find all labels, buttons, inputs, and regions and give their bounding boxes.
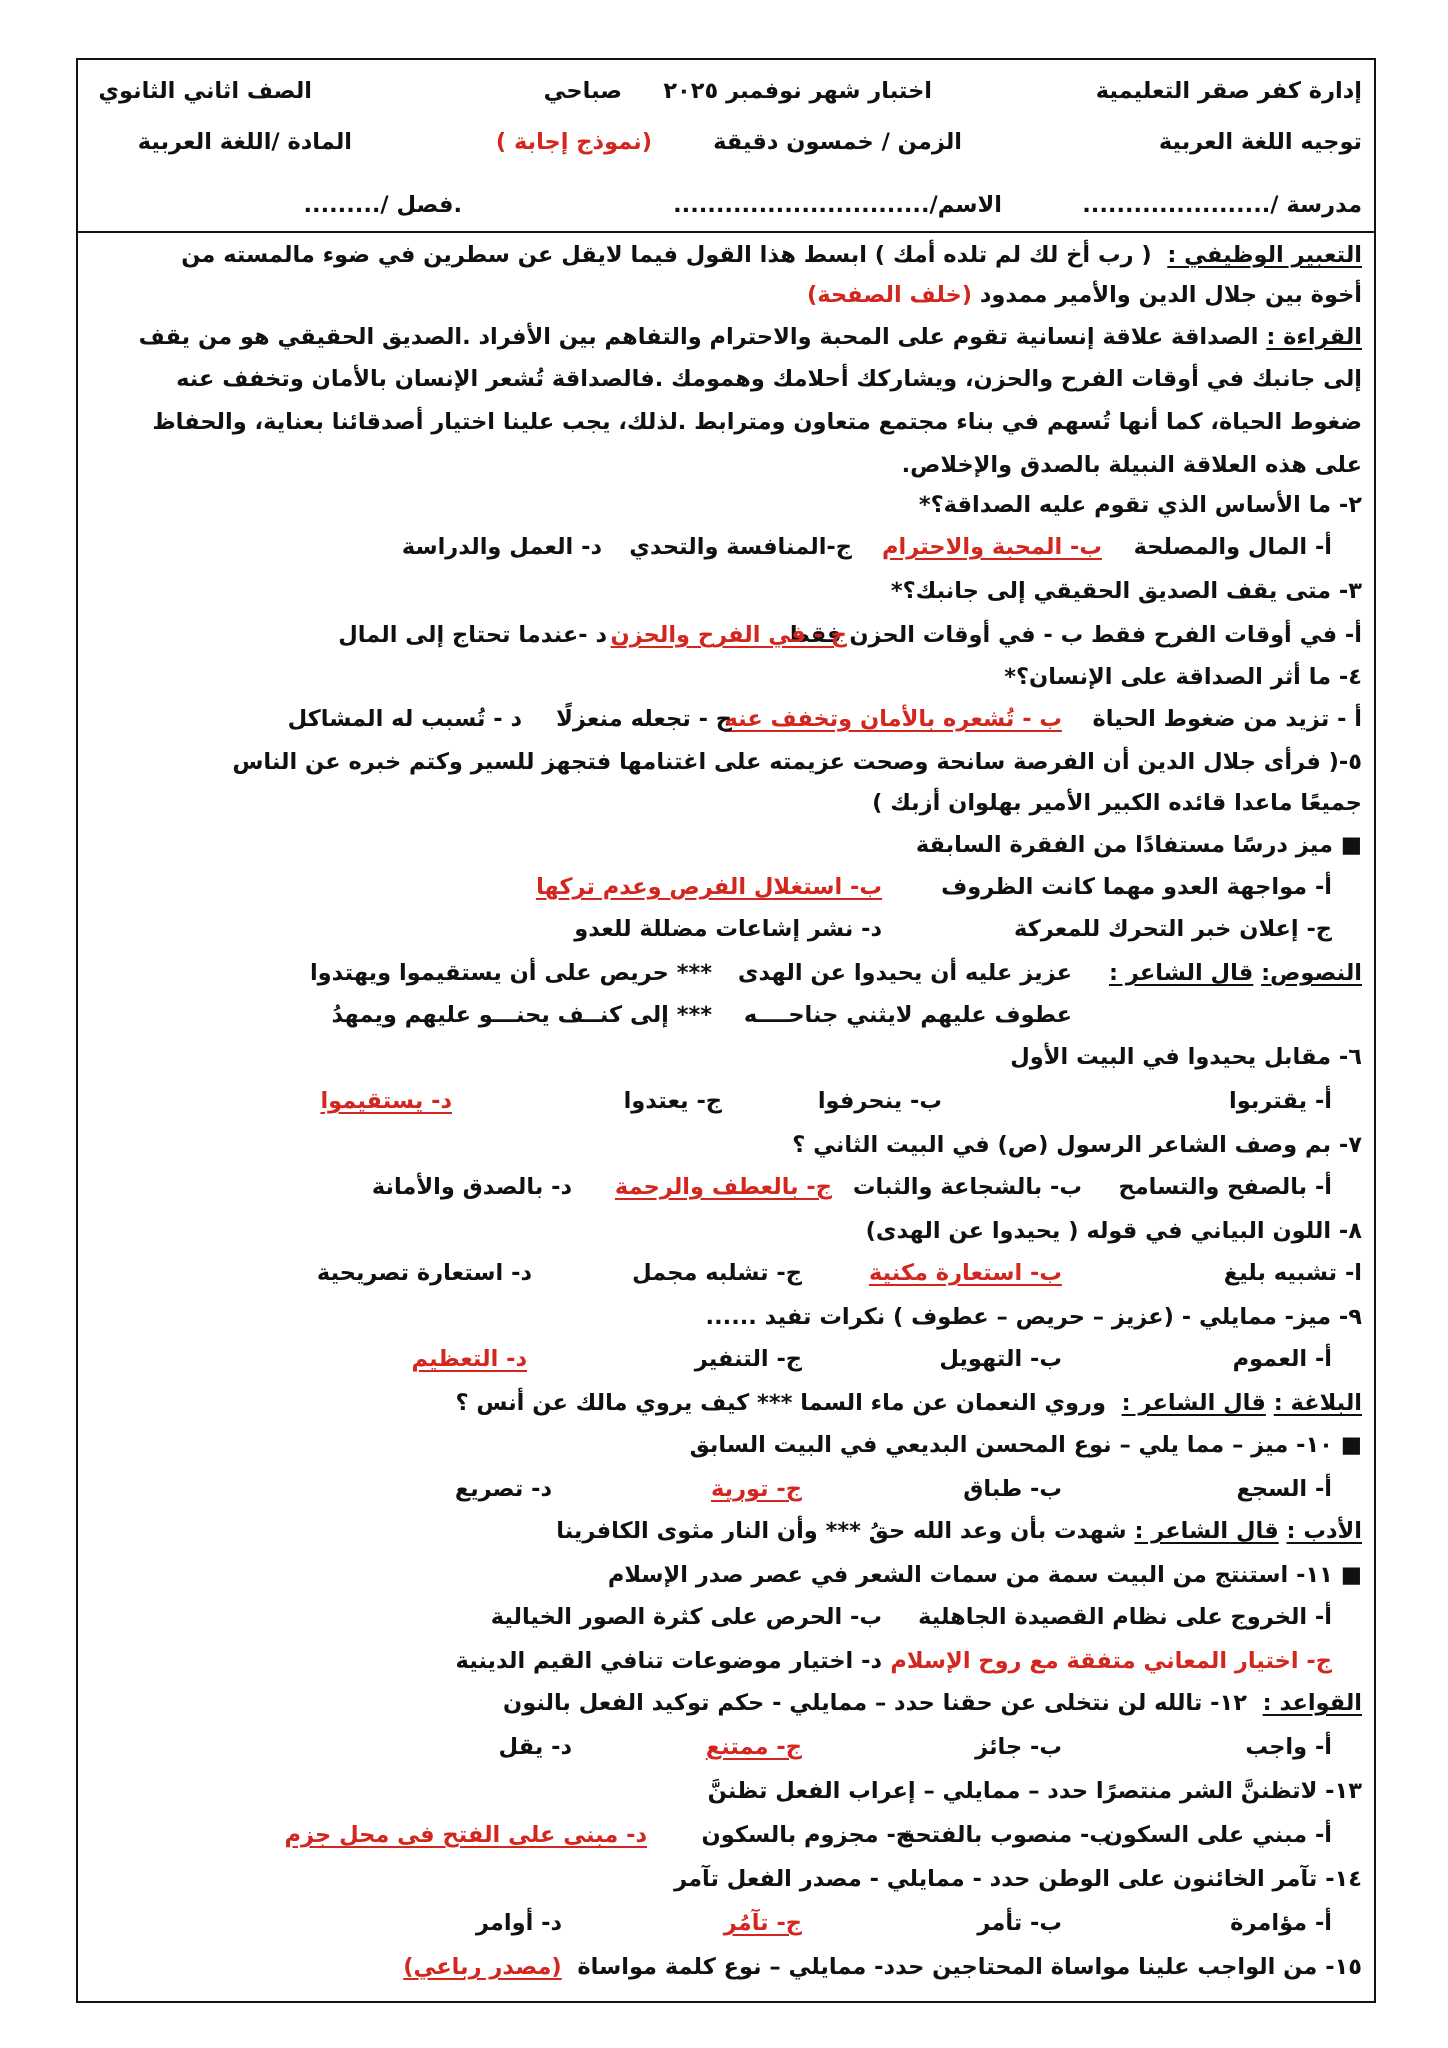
option-a: أ- السجع xyxy=(1236,1476,1332,1502)
shift: صباحي xyxy=(543,78,622,104)
option-b-correct: ب- استعارة مكنية xyxy=(868,1260,1062,1286)
texts-label: النصوص: xyxy=(1261,960,1362,986)
option-b: ب- جائز xyxy=(975,1734,1062,1760)
option-b: ب- بالشجاعة والثبات xyxy=(852,1174,1082,1200)
reading-line-4 xyxy=(90,448,1362,482)
option-c-correct: ج- ممتنع xyxy=(705,1734,802,1760)
expression-line-2 xyxy=(90,278,1362,312)
expression-label: التعبير الوظيفي : xyxy=(1167,242,1362,268)
rhetoric-label: البلاغة : xyxy=(1273,1390,1362,1416)
question-text: ■ ١١- استنتج من البيت سمة من سمات الشعر في عصر صدر الإسلام xyxy=(607,1562,1362,1588)
class-field: .فصل /......... xyxy=(303,192,462,218)
reading-line-3 xyxy=(90,405,1362,439)
option-c-correct: ج- اختيار المعاني متفقة مع روح الإسلام xyxy=(890,1648,1332,1674)
reading-line-2 xyxy=(90,362,1362,396)
option-c: ج - تجعله منعزلًا xyxy=(556,706,732,732)
grammar-q12 xyxy=(90,1686,1362,1720)
question-13 xyxy=(90,1774,1362,1808)
expression-prompt-cont: أخوة بين جلال الدين والأمير ممدود xyxy=(979,282,1362,308)
question-7 xyxy=(90,1128,1362,1162)
poet-intro: قال الشاعر : xyxy=(1134,1518,1279,1544)
answer-correct: (مصدر رباعي) xyxy=(403,1954,562,1980)
option-a: أ- مؤامرة xyxy=(1230,1910,1332,1936)
question-3 xyxy=(90,574,1362,608)
option-c-correct: ج- بالعطف والرحمة xyxy=(614,1174,832,1200)
subject: المادة /اللغة العربية xyxy=(137,129,352,155)
poet-intro: قال الشاعر : xyxy=(1109,960,1254,986)
option-d: د- بالصدق والأمانة xyxy=(371,1174,572,1200)
option-a: أ - تزيد من ضغوط الحياة xyxy=(1092,706,1362,732)
question-text: ١٢- تالله لن نتخلى عن حقنا حدد – ممايلي - حكم توكيد الفعل بالنون xyxy=(503,1690,1247,1716)
option-a: أ- واجب xyxy=(1245,1734,1332,1760)
question-2 xyxy=(90,488,1362,522)
option-b: ب- ينحرفوا xyxy=(817,1088,942,1114)
poet-intro: قال الشاعر : xyxy=(1121,1390,1266,1416)
exam-title: اختبار شهر نوفمبر ٢٠٢٥ xyxy=(663,78,932,104)
student-name-field: الاسم/.............................. xyxy=(673,192,1002,218)
header-divider xyxy=(78,231,1374,233)
question-15 xyxy=(90,1950,1362,1984)
option-b: ب- طباق xyxy=(963,1476,1062,1502)
question-text: ■ ١٠- ميز – مما يلي – نوع المحسن البديعي في البيت السابق xyxy=(689,1432,1362,1458)
option-c-correct: ج- تورية xyxy=(711,1476,802,1502)
question-text: ٤- ما أثر الصداقة على الإنسان؟* xyxy=(1004,664,1362,690)
option-b-correct: ب- استغلال الفرص وعدم تركها xyxy=(536,874,882,900)
option-d: د- تصريع xyxy=(454,1476,552,1502)
reading-line-1 xyxy=(90,320,1362,354)
admin-name: إدارة كفر صقر التعليمية xyxy=(1095,78,1362,104)
question-text: ١٥- من الواجب علينا مواساة المحتاجين حدد- ممايلي – نوع كلمة مواساة xyxy=(577,1954,1362,1980)
question-text: ١٤- تآمر الخائنون على الوطن حدد - ممايلي - مصدر الفعل تآمر xyxy=(674,1866,1362,1892)
question-text: ٢- ما الأساس الذي تقوم عليه الصداقة؟* xyxy=(918,492,1362,518)
rhetoric-verse-text: وروي النعمان عن ماء السما *** كيف يروي مالك عن أنس ؟ xyxy=(455,1390,1106,1416)
option-b: ب- منصوب بالفتحة xyxy=(901,1822,1112,1848)
option-a: أ- الخروج على نظام القصيدة الجاهلية xyxy=(918,1604,1332,1630)
option-a: أ- مواجهة العدو مهما كانت الظروف xyxy=(941,874,1332,900)
question-5-passage-2 xyxy=(90,786,1362,820)
option-d: د- يقل xyxy=(498,1734,572,1760)
question-text: ■ ميز درسًا مستفادًا من الفقرة السابقة xyxy=(915,832,1362,858)
question-8 xyxy=(90,1214,1362,1248)
exam-time: الزمن / خمسون دقيقة xyxy=(713,129,962,155)
option-c: ج- التنفير xyxy=(694,1346,802,1372)
question-text: ٦- مقابل يحيدوا في البيت الأول xyxy=(1010,1044,1362,1070)
option-d-correct: د- مبنى على الفتح فى محل جزم xyxy=(284,1822,647,1848)
grammar-label: القواعد : xyxy=(1262,1690,1362,1716)
option-d-correct: د- التعظيم xyxy=(411,1346,527,1372)
option-d: د- العمل والدراسة xyxy=(401,534,602,560)
question-text: ٥-( فرأى جلال الدين أن الفرصة سانحة وصحت عزيمته على اغتنامها فتجهز للسير وكتم خبره عن الناس xyxy=(232,749,1362,775)
expression-prompt: ( رب أخ لك لم تلده أمك ) ابسط هذا القول فيما لايقل عن سطرين في ضوء مالمسته من xyxy=(181,242,1152,268)
department: توجيه اللغة العربية xyxy=(1158,129,1362,155)
texts-verse-1 xyxy=(90,956,1362,990)
option-c: ج- تشلبه مجمل xyxy=(632,1260,802,1286)
question-6 xyxy=(90,1040,1362,1074)
option-c: ج-المنافسة والتحدي xyxy=(629,534,852,560)
question-11 xyxy=(90,1558,1362,1592)
option-b-correct: ب- المحبة والاحترام xyxy=(882,534,1102,560)
verse-2-first-half: عطوف عليهم لايثني جناحــــه xyxy=(743,1002,1072,1028)
expression-line-1 xyxy=(90,238,1362,272)
option-a: ا- تشبيه بليغ xyxy=(1223,1260,1362,1286)
option-a: أ- بالصفح والتسامح xyxy=(1118,1174,1332,1200)
verse-1-second-half: *** حريص على أن يستقيموا ويهتدوا xyxy=(309,960,712,986)
question-text: ١٣- لاتظننَّ الشر منتصرًا حدد – ممايلي – إعراب الفعل تظننَّ xyxy=(707,1778,1362,1804)
option-b: ب- الحرص على كثرة الصور الخيالية xyxy=(490,1604,882,1630)
option-d: د - تُسبب له المشاكل xyxy=(287,706,522,732)
question-5-passage-1 xyxy=(90,745,1362,779)
verse-2-second-half: *** إلى كنــف يحنـــو عليهم ويمهدُ xyxy=(331,1002,712,1028)
option-b: ب- تأمر xyxy=(977,1910,1062,1936)
option-d: د- اختيار موضوعات تنافي القيم الدينية xyxy=(455,1648,882,1674)
option-b-correct: ب - تُشعره بالأمان وتخفف عنه xyxy=(724,706,1062,732)
question-9 xyxy=(90,1300,1362,1334)
option-c-correct: ج - في الفرح والحزن xyxy=(610,622,847,648)
option-a: أ- مبني على السكون xyxy=(1103,1822,1332,1848)
option-c-correct: ج- تآمُر xyxy=(723,1910,802,1936)
question-text: جميعًا ماعدا قائده الكبير الأمير بهلوان أزبك ) xyxy=(872,790,1362,816)
option-a: أ- العموم xyxy=(1232,1346,1332,1372)
question-5 xyxy=(90,828,1362,862)
option-a: أ- يقتربوا xyxy=(1229,1088,1332,1114)
question-text: ٣- متى يقف الصديق الحقيقي إلى جانبك؟* xyxy=(890,578,1362,604)
expression-answer-note: (خلف الصفحة) xyxy=(807,282,972,308)
option-d-correct: د- يستقيموا xyxy=(320,1088,452,1114)
reading-text: إلى جانبك في أوقات الفرح والحزن، ويشاركك أحلامك وهمومك .فالصداقة تُشعر الإنسان بالأمان وتخفف عنه xyxy=(176,366,1362,392)
verse-1-first-half: عزيز عليه أن يحيدوا عن الهدى xyxy=(737,960,1072,986)
option-d: د- أوامر xyxy=(475,1910,562,1936)
question-10 xyxy=(90,1428,1362,1462)
rhetoric-verse xyxy=(90,1386,1362,1420)
option-c: ج- إعلان خبر التحرك للمعركة xyxy=(1014,916,1332,942)
grade: الصف اثاني الثانوي xyxy=(98,78,312,104)
option-a-b: أ- في أوقات الفرح فقط ب - في أوقات الحزن فقط xyxy=(786,622,1362,648)
reading-text: على هذه العلاقة النبيلة بالصدق والإخلاص. xyxy=(901,452,1362,478)
question-text: ٨- اللون البياني في قوله ( يحيدوا عن الهدى) xyxy=(865,1218,1362,1244)
option-d: د -عندما تحتاج إلى المال xyxy=(338,622,607,648)
school-field: مدرسة /...................... xyxy=(1082,192,1362,218)
option-b: ب- التهويل xyxy=(939,1346,1062,1372)
question-text: ٧- بم وصف الشاعر الرسول (ص) في البيت الثاني ؟ xyxy=(792,1132,1362,1158)
reading-text: الصداقة علاقة إنسانية تقوم على المحبة والاحترام والتفاهم بين الأفراد .الصديق الحقيقي هو من يقف xyxy=(138,324,1259,350)
literature-label: الأدب : xyxy=(1286,1518,1362,1544)
reading-text: ضغوط الحياة، كما أنها تُسهم في بناء مجتمع متعاون ومترابط .لذلك، يجب علينا اختيار أصدقائنا بعناية، والحفاظ xyxy=(152,409,1362,435)
literature-verse-text: شهدت بأن وعد الله حقُ *** وأن النار مثوى الكافرينا xyxy=(556,1518,1127,1544)
answer-model-label: (نموذج إجابة ) xyxy=(495,129,652,155)
option-c: ج- يعتدوا xyxy=(623,1088,722,1114)
option-d: د- نشر إشاعات مضللة للعدو xyxy=(574,916,882,942)
option-c: ج- مجزوم بالسكون xyxy=(701,1822,912,1848)
question-4 xyxy=(90,660,1362,694)
reading-label: القراءة : xyxy=(1266,324,1362,350)
literature-verse xyxy=(90,1514,1362,1548)
option-d: د- استعارة تصريحية xyxy=(316,1260,532,1286)
option-a: أ- المال والمصلحة xyxy=(1133,534,1332,560)
question-text: ٩- ميز- ممايلي - (عزيز – حريص – عطوف ) نكرات تفيد ...... xyxy=(705,1304,1362,1330)
question-14 xyxy=(90,1862,1362,1896)
